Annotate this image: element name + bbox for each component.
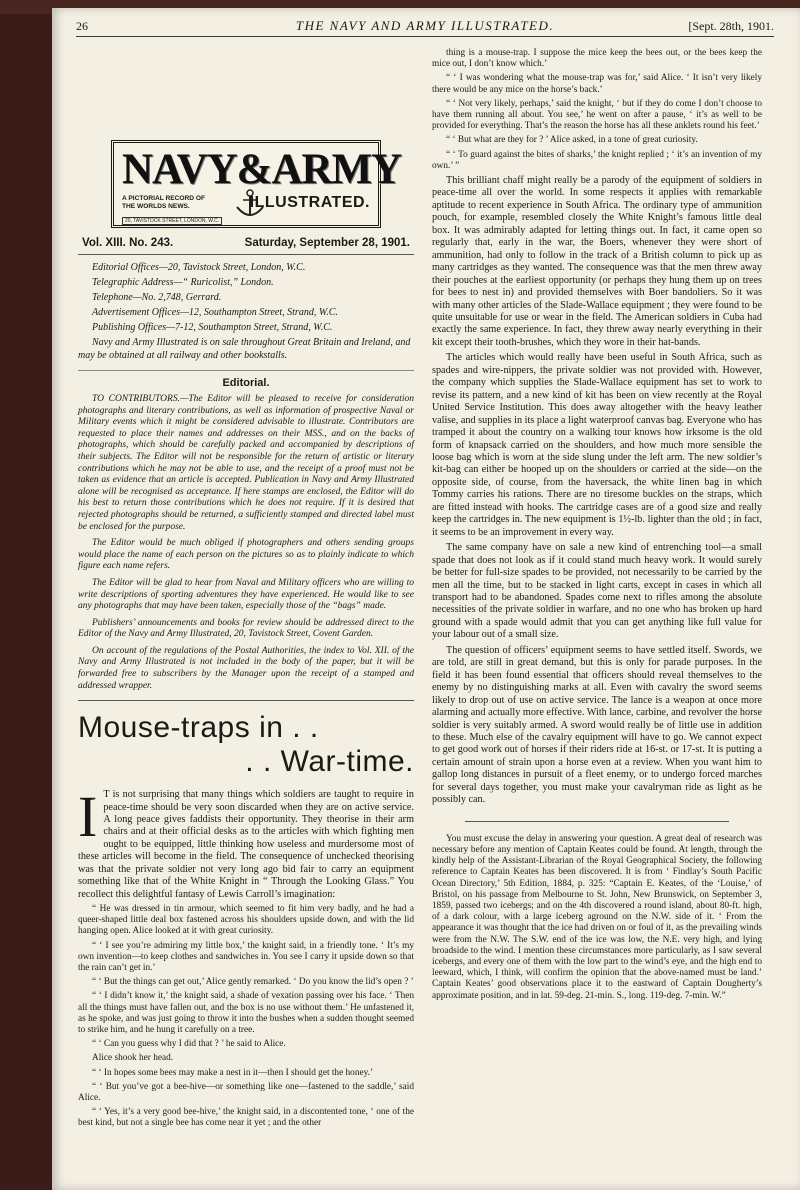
left-column	[78, 48, 414, 1180]
right-column	[432, 48, 762, 1180]
publishing-offices: Publishing Offices—7-12, Southampton Street, Strand, W.C.	[92, 322, 333, 333]
divider	[78, 700, 414, 701]
article-title-line-1: Mouse-traps in . .	[78, 711, 319, 745]
quote-paragraph: “ He was dressed in tin armour, which seemed to fit him very badly, and he had a queer-shaped little deal box fastened across his shoulders upside down, and with the lid hanging open. Alice looked at it with great curiosity.	[78, 903, 414, 937]
editorial-paragraph: On account of the regulations of the Postal Authorities, the index to Vol. XII. of the Navy and Army Illustrated is not included in the body of the paper, but it will be forwarded free to subscribers by the Manager upon the receipt of a stamped and addressed wrapper.	[78, 645, 414, 691]
quote-paragraph: “ ‘ But what are they for ? ’ Alice asked, in a tone of great curiosity.	[446, 135, 698, 146]
volume-number: Vol. XIII. No. 243.	[82, 237, 174, 249]
issue-date: Saturday, September 28, 1901.	[244, 237, 410, 249]
telegraphic-address: Telegraphic Address—“ Ruricolist,” London.	[92, 277, 274, 288]
editorial-body	[78, 394, 414, 692]
quote-paragraph: “ ‘ Not very likely, perhaps,’ said the knight, ‘ but if they do come I don’t choose to have them running all about. You see,’ he went on after a pause, ‘ it’s as well to be provided for everything. That’s the reason the horse has all these anklets round his feet.’	[432, 98, 762, 132]
quote-paragraph: “ ‘ Yes, it’s a very good bee-hive,’ the knight said, in a discontented tone, ‘ one of the best kind, but not a single bee has come near it yet ; and the other	[78, 1107, 414, 1129]
masthead-illustrated: ILLUSTRATED.	[249, 194, 370, 211]
editorial-heading: Editorial.	[78, 370, 414, 389]
magazine-page	[52, 8, 800, 1190]
masthead-logo	[111, 140, 402, 228]
advertisement-offices: Advertisement Offices—12, Southampton Street, Strand, W.C.	[92, 307, 338, 318]
quote-paragraph: “ ‘ I was wondering what the mouse-trap was for,’ said Alice. ‘ It isn’t very likely there would be any mice on the horse’s back.’	[432, 73, 762, 95]
editorial-paragraph: The Editor will be glad to hear from Naval and Military officers who are willing to write descriptions of sporting adventures they have experienced. He would like to see any photographs that may have been taken, especially those of the “bags” made.	[78, 577, 414, 612]
correspondence-paragraph: You must excuse the delay in answering your question. A great deal of research was necessary before any mention of Captain Keates could be found. At length, through the kindly help of the Assistant-Librarian of the Royal Geographical Society, the following reference to Captain Keates has been discovered. It is from ‘ Findlay’s South Pacific Ocean Directory,’ 5th Edition, 1884, p. 325: “Captain E. Keates, of the ‘Louise,’ of Bristol, on his passage from Melbourne to St. John, New Brunswick, on September 3, 1859, passed two icebergs; and on the 4th discovered a round island, about 80-ft. high, of a dark colour, with a large iceberg aground on the N.W. side of it. ‘ From the appearance it was thought that the ice had driven on or foul of it, as the prevailing winds were from the N.W. The S.W. end of the ice was low, the N.E. very high, and lying broadside to the wind. I mention these circumstances more particularly, as I saw several icebergs, and every one of them with the low part to the wind’s eye, and the high end to leeward, which, I think, will confirm the opinion that the above-named must be land.’ Captain Keates’ good observations place it to the eastward of Captain Dougherty’s approximate position, and in lat. 59-deg. 21-min. S., long. 119-deg. 7-min. W.”	[432, 833, 762, 1001]
article-paragraph: This brilliant chaff might really be a parody of the equipment of soldiers in peace-time all over the world. In some respects it applies with remarkable aptitude to recent experience in South Africa. The ordinary type of ammunition pouch, for example, resembled closely the White Knight’s famous little deal box. It was admirably adapted for letting things out. In fact, it came open so regularly that, early in the war, the Boers, whenever they were short of ammunition, had only to follow in the track of a British column to pick up as many cartridges as they wanted. The consequence was that the men threw away their pouches at the earliest opportunity (or perhaps they hung them up on trees for bees to nest in) and provided themselves with Boer bandoliers. So it was with many other articles of the Slade-Wallace equipment ; they were found to be quite unsuitable for use or wear in the field. The American soldiers in Cuba had exactly the same experience. In fact, they threw away nearly everything in their kit except their tooth-brushes, which they wore in their hat-bands.	[432, 175, 762, 348]
article-paragraph: The articles which would really have been useful in South Africa, such as spades and wire-nippers, the private soldier was not provided with. However, the company which supplies the Slade-Wallace equipment has set to work to revise its pattern, and a new kind of kit has been on view recently at the Royal United Service Institution. This does away altogether with the heavy leather valise, and supplies in its place a light waterproof canvas bag. Everyone who has tramped it about the country on a walking tour knows how irksome is the old form of knapsack carried on the shoulders, and how much more sensible the loose bag which is worn at the side slung under the left arm. The new soldier’s kit-bag can either be hooped up on the shoulders or carried at the side—on the opposite side, of course, from the haversack, the white linen bag in which Tommy carries his rations. There are no tiresome buckles on the straps, which are fitted instead with hooks. The cartridge cases are of a good size and really keep the cartridges in. The new equipment is 1½-lb. lighter than the old ; in fact, it seems to be an improvement in every way.	[432, 352, 762, 538]
on-sale-notice: Navy and Army Illustrated is on sale throughout Great Britain and Ireland, and may be obtained at all railway and other bookstalls.	[78, 337, 411, 361]
running-title: THE NAVY AND ARMY ILLUSTRATED.	[295, 18, 555, 33]
article-paragraph: The question of officers’ equipment seems to have settled itself. Swords, we are told, are still in great demand, but this is only for parade purposes. In the field it has been found essential that officers should reveal themselves to the enemy by no distinguishing marks at all. Even with cavalry the sword seems likely to drop out of use on active service. The lance is a weapon at once more alarming and actually more effective. With lance, carbine, and revolver the horse soldier is very suitably armed. A sword would really be of little use in addition to these. Much else of the cavalry equipment will have to go. We cannot expect to get good work out of horses if their riders ride at 16-st. or 17-st. It is putting a certain amount of strain upon a horse even at a review. When you want him to gallop long distances in pursuit of a fleet enemy, or to undergo forced marches for several days together, you must make your cavalryman ride as light as he possibly can.	[432, 644, 762, 806]
article-title-line-2: . . War-time.	[245, 745, 414, 779]
masthead-address: 20, TAVISTOCK STREET, LONDON, W.C.	[122, 217, 222, 225]
telephone-number: Telephone—No. 2,748, Gerrard.	[92, 292, 222, 303]
quote-paragraph: “ ‘ But the things can get out,’ Alice gently remarked. ‘ Do you know the lid’s open ? ’	[92, 977, 414, 988]
quote-paragraph: “ ‘ To guard against the bites of sharks,’ the knight replied ; ‘ it’s an invention of my own.’ ”	[432, 149, 762, 171]
quote-paragraph: thing is a mouse-trap. I suppose the mice keep the bees out, or the bees keep the mice out, I don’t know which.’	[432, 48, 762, 70]
divider	[78, 254, 414, 255]
quote-paragraph: “ ‘ I see you’re admiring my little box,’ the knight said, in a friendly tone. ‘ It’s my own invention—to keep clothes and sandwiches in. You see I carry it upside down so that the rain can’t get in.’	[78, 940, 414, 973]
right-column-body	[432, 48, 762, 1002]
masthead-subtitle: A PICTORIAL RECORD OF THE WORLDS NEWS.	[122, 195, 206, 210]
editorial-paragraph: Publishers’ announcements and books for review should be addressed direct to the Editor of the Navy and Army Illustrated, 20, Tavistock Street, Covent Garden.	[78, 617, 414, 640]
quote-paragraph: “ ‘ But you’ve got a bee-hive—or something like one—fastened to the saddle,’ said Alice.	[78, 1081, 414, 1103]
article-paragraph: The same company have on sale a new kind of entrenching tool—a small spade that does not look as if it could stand much heavy work. It would surely be better for full-size spades to be provided, not necessarily to be carried by the men all the time, but to be stacked in light carts, except in cases in which all transport had to be abandoned. Spades come next to rifles among the absolute necessities of the private soldier in warfare, and no one who has broken up hard ground with a spade would admit that you can get anything like full value for your labour out of a small size.	[432, 542, 762, 641]
page-number: 26	[76, 19, 88, 33]
article-paragraph: I T is not surprising that many things which soldiers are taught to require in peace-time should be very soon discarded when they are on active service. A long peace gives faddists their opportunity. They theorise in their arm chairs and at their official desks as to the articles with which fighting men ought to be equipped, little thinking how useless and murdersome most of these articles will become in the field. The consequence of unchecked theorising was that the private soldier not very long ago bid fair to carry an equipment something like that of the White Knight in “ Through the Looking Glass.” You recollect this delightful fantasy of Lewis Carroll’s imagination:	[78, 784, 414, 900]
header-date: [Sept. 28th, 1901.	[688, 19, 774, 33]
office-info	[78, 261, 414, 362]
editorial-paragraph: The Editor would be much obliged if photographers and others sending groups would place the name of each person on the pictures so as to plainly indicate to which figure each name refers.	[78, 538, 414, 572]
editorial-offices: Editorial Offices—20, Tavistock Street, London, W.C.	[92, 262, 306, 273]
quote-paragraph: “ ‘ I didn’t know it,’ the knight said, a shade of vexation passing over his face. ‘ Then all the things must have fallen out, and the box is no use without them.’ He unfastened it, as he spoke, and was just going to throw it into the bushes when a sudden thought seemed to strike him, and he hung it carefully on a tree.	[78, 991, 414, 1035]
running-header	[76, 19, 774, 37]
divider	[465, 821, 729, 822]
volume-line	[78, 234, 414, 252]
quote-paragraph: “ ‘ In hopes some bees may make a nest in it—then I should get the honey.’	[92, 1067, 374, 1078]
masthead-title: NAVY&ARMY	[122, 146, 402, 193]
quote-paragraph: “ ‘ Can you guess why I did that ? ’ he said to Alice.	[92, 1039, 286, 1050]
article-body	[78, 784, 414, 1129]
quote-paragraph: Alice shook her head.	[92, 1053, 174, 1064]
editorial-paragraph: TO CONTRIBUTORS.—The Editor will be pleased to receive for consideration photographs and literary contributions, as well as information of prospective Naval or Military events which it might be considered advisable to illustrate. Contributors are requested to place their names and addresses on their MSS., and on the backs of photographs, which should be carefully packed and accompanied by descriptions of their subjects. The Editor will not be responsible for the return of artistic or literary contributions which he may not be able to use, and the receipt of a proof must not be taken as evidence that an article is accepted. Publication in Navy and Army Illustrated alone will be recognised as acceptance. If here stamps are enclosed, the Editor will do his best to return those contributions which he does not require. If it is desired that rejected photographs should be returned, a sufficiently stamped and directed label must be enclosed for the purpose.	[78, 394, 414, 532]
drop-cap: I	[78, 784, 98, 850]
